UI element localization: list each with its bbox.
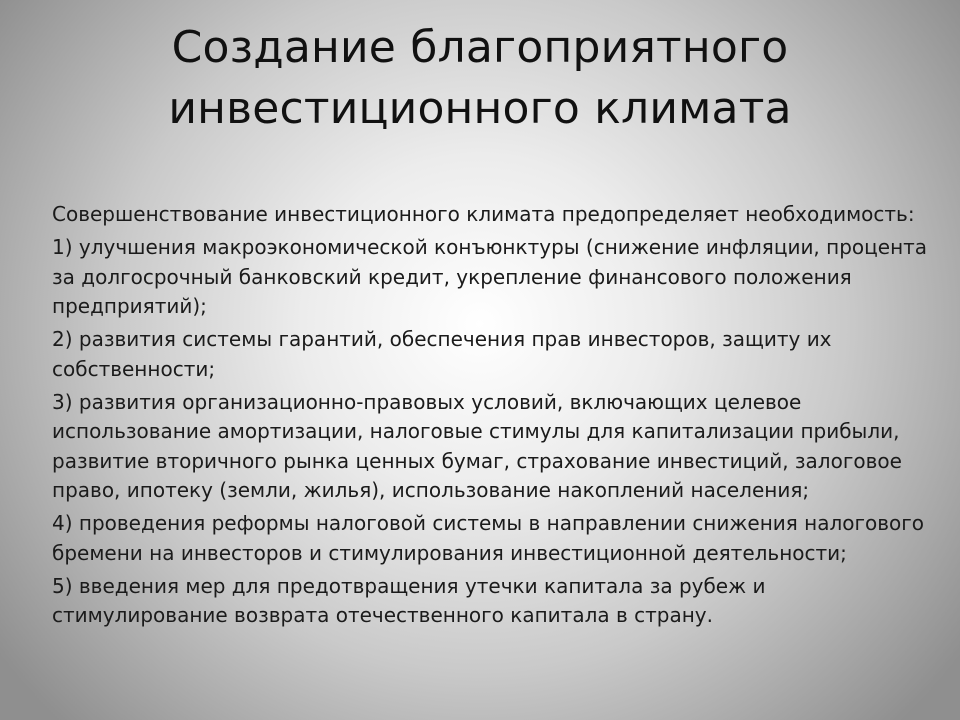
slide-title-line-1: Создание благоприятного: [171, 22, 789, 73]
list-item-3: 3) развития организационно-правовых условий, включающих целевое использование амортизации, налоговые стимулы для капитализации прибыли, развитие вторичного рынка ценных бумаг, страхование инвестиций, залоговое право, ипотеку (земли, жилья), использование накоплений населения;: [52, 389, 902, 502]
list-item-2: 2) развития системы гарантий, обеспечения прав инвесторов, защиту их собственности;: [52, 327, 832, 381]
slide-title: [60, 18, 900, 139]
slide-title-line-2: инвестиционного климата: [168, 82, 792, 134]
list-item-4: 4) проведения реформы налоговой системы в направлении снижения налогового бремени на инвесторов и стимулирования инвестиционной деятельности;: [52, 511, 925, 565]
slide-body: [52, 200, 932, 634]
intro-paragraph: Совершенствование инвестиционного климата предопределяет необходимость:: [52, 202, 915, 226]
list-item-5: 5) введения мер для предотвращения утечки капитала за рубеж и стимулирование возврата отечественного капитала в страну.: [52, 573, 766, 627]
list-item-1: 1) улучшения макроэкономической конъюнктуры (снижение инфляции, процента за долгосрочный банковский кредит, укрепление финансового положения предприятий);: [52, 235, 928, 318]
